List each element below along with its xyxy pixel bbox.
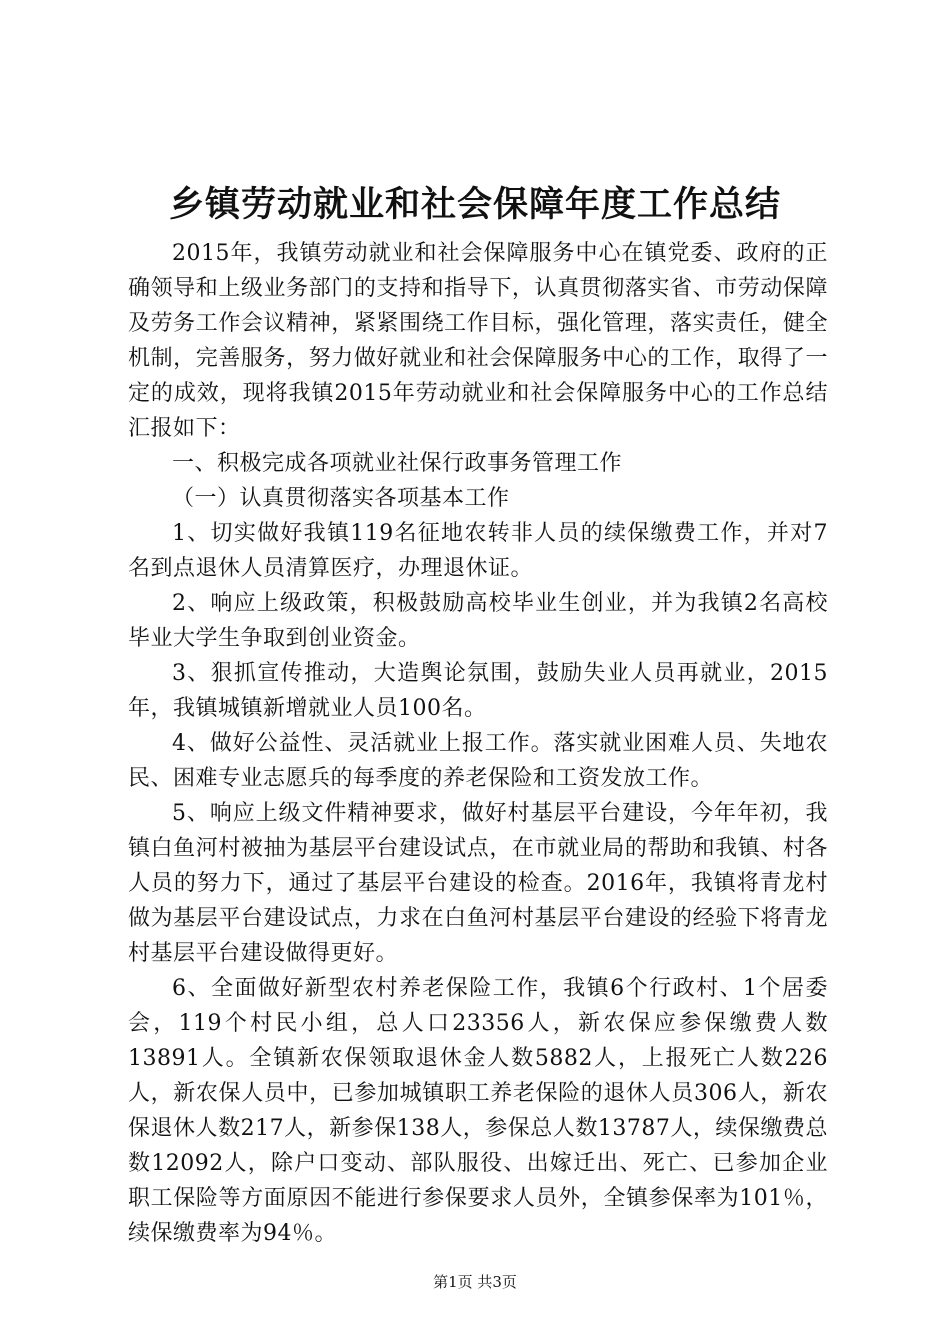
- item-paragraph-3: 3、狠抓宣传推动，大造舆论氛围，鼓励失业人员再就业，2015年，我镇城镇新增就业人员100名。: [128, 661, 828, 721]
- item-paragraph-6: 6、全面做好新型农村养老保险工作，我镇6个行政村、1个居委会，119个村民小组，总人口23356人，新农保应参保缴费人数13891人。全镇新农保领取退休金人数5882人，上报死亡人数226人，新农保人员中，已参加城镇职工养老保险的退休人员306人，新农保退休人数217人，新参保138人，参保总人数13787人，续保缴费总数12092人，除户口变动、部队服役、出嫁迁出、死亡、已参加企业职工保险等方面原因不能进行参保要求人员外，全镇参保率为101％，续保缴费率为94％。: [128, 976, 828, 1246]
- document-body: [128, 236, 828, 1251]
- intro-paragraph: 2015年，我镇劳动就业和社会保障服务中心在镇党委、政府的正确领导和上级业务部门的支持和指导下，认真贯彻落实省、市劳动保障及劳务工作会议精神，紧紧围绕工作目标，强化管理，落实责任，健全机制，完善服务，努力做好就业和社会保障服务中心的工作，取得了一定的成效，现将我镇2015年劳动就业和社会保障服务中心的工作总结汇报如下：: [128, 241, 828, 441]
- subsection-heading-1: （一）认真贯彻落实各项基本工作: [172, 486, 510, 511]
- section-heading-1: 一、积极完成各项就业社保行政事务管理工作: [172, 451, 623, 476]
- item-paragraph-4: 4、做好公益性、灵活就业上报工作。落实就业困难人员、失地农民、困难专业志愿兵的每季度的养老保险和工资发放工作。: [128, 731, 828, 791]
- page-number-footer: 第1页 共3页: [433, 1273, 517, 1291]
- item-paragraph-2: 2、响应上级政策，积极鼓励高校毕业生创业，并为我镇2名高校毕业大学生争取到创业资金。: [128, 591, 828, 651]
- document-title: 乡镇劳动就业和社会保障年度工作总结: [168, 184, 781, 225]
- item-paragraph-5: 5、响应上级文件精神要求，做好村基层平台建设，今年年初，我镇白鱼河村被抽为基层平台建设试点，在市就业局的帮助和我镇、村各人员的努力下，通过了基层平台建设的检查。2016年，我镇将青龙村做为基层平台建设试点，力求在白鱼河村基层平台建设的经验下将青龙村基层平台建设做得更好。: [128, 801, 828, 966]
- item-paragraph-1: 1、切实做好我镇119名征地农转非人员的续保缴费工作，并对7名到点退休人员清算医疗，办理退休证。: [128, 521, 828, 581]
